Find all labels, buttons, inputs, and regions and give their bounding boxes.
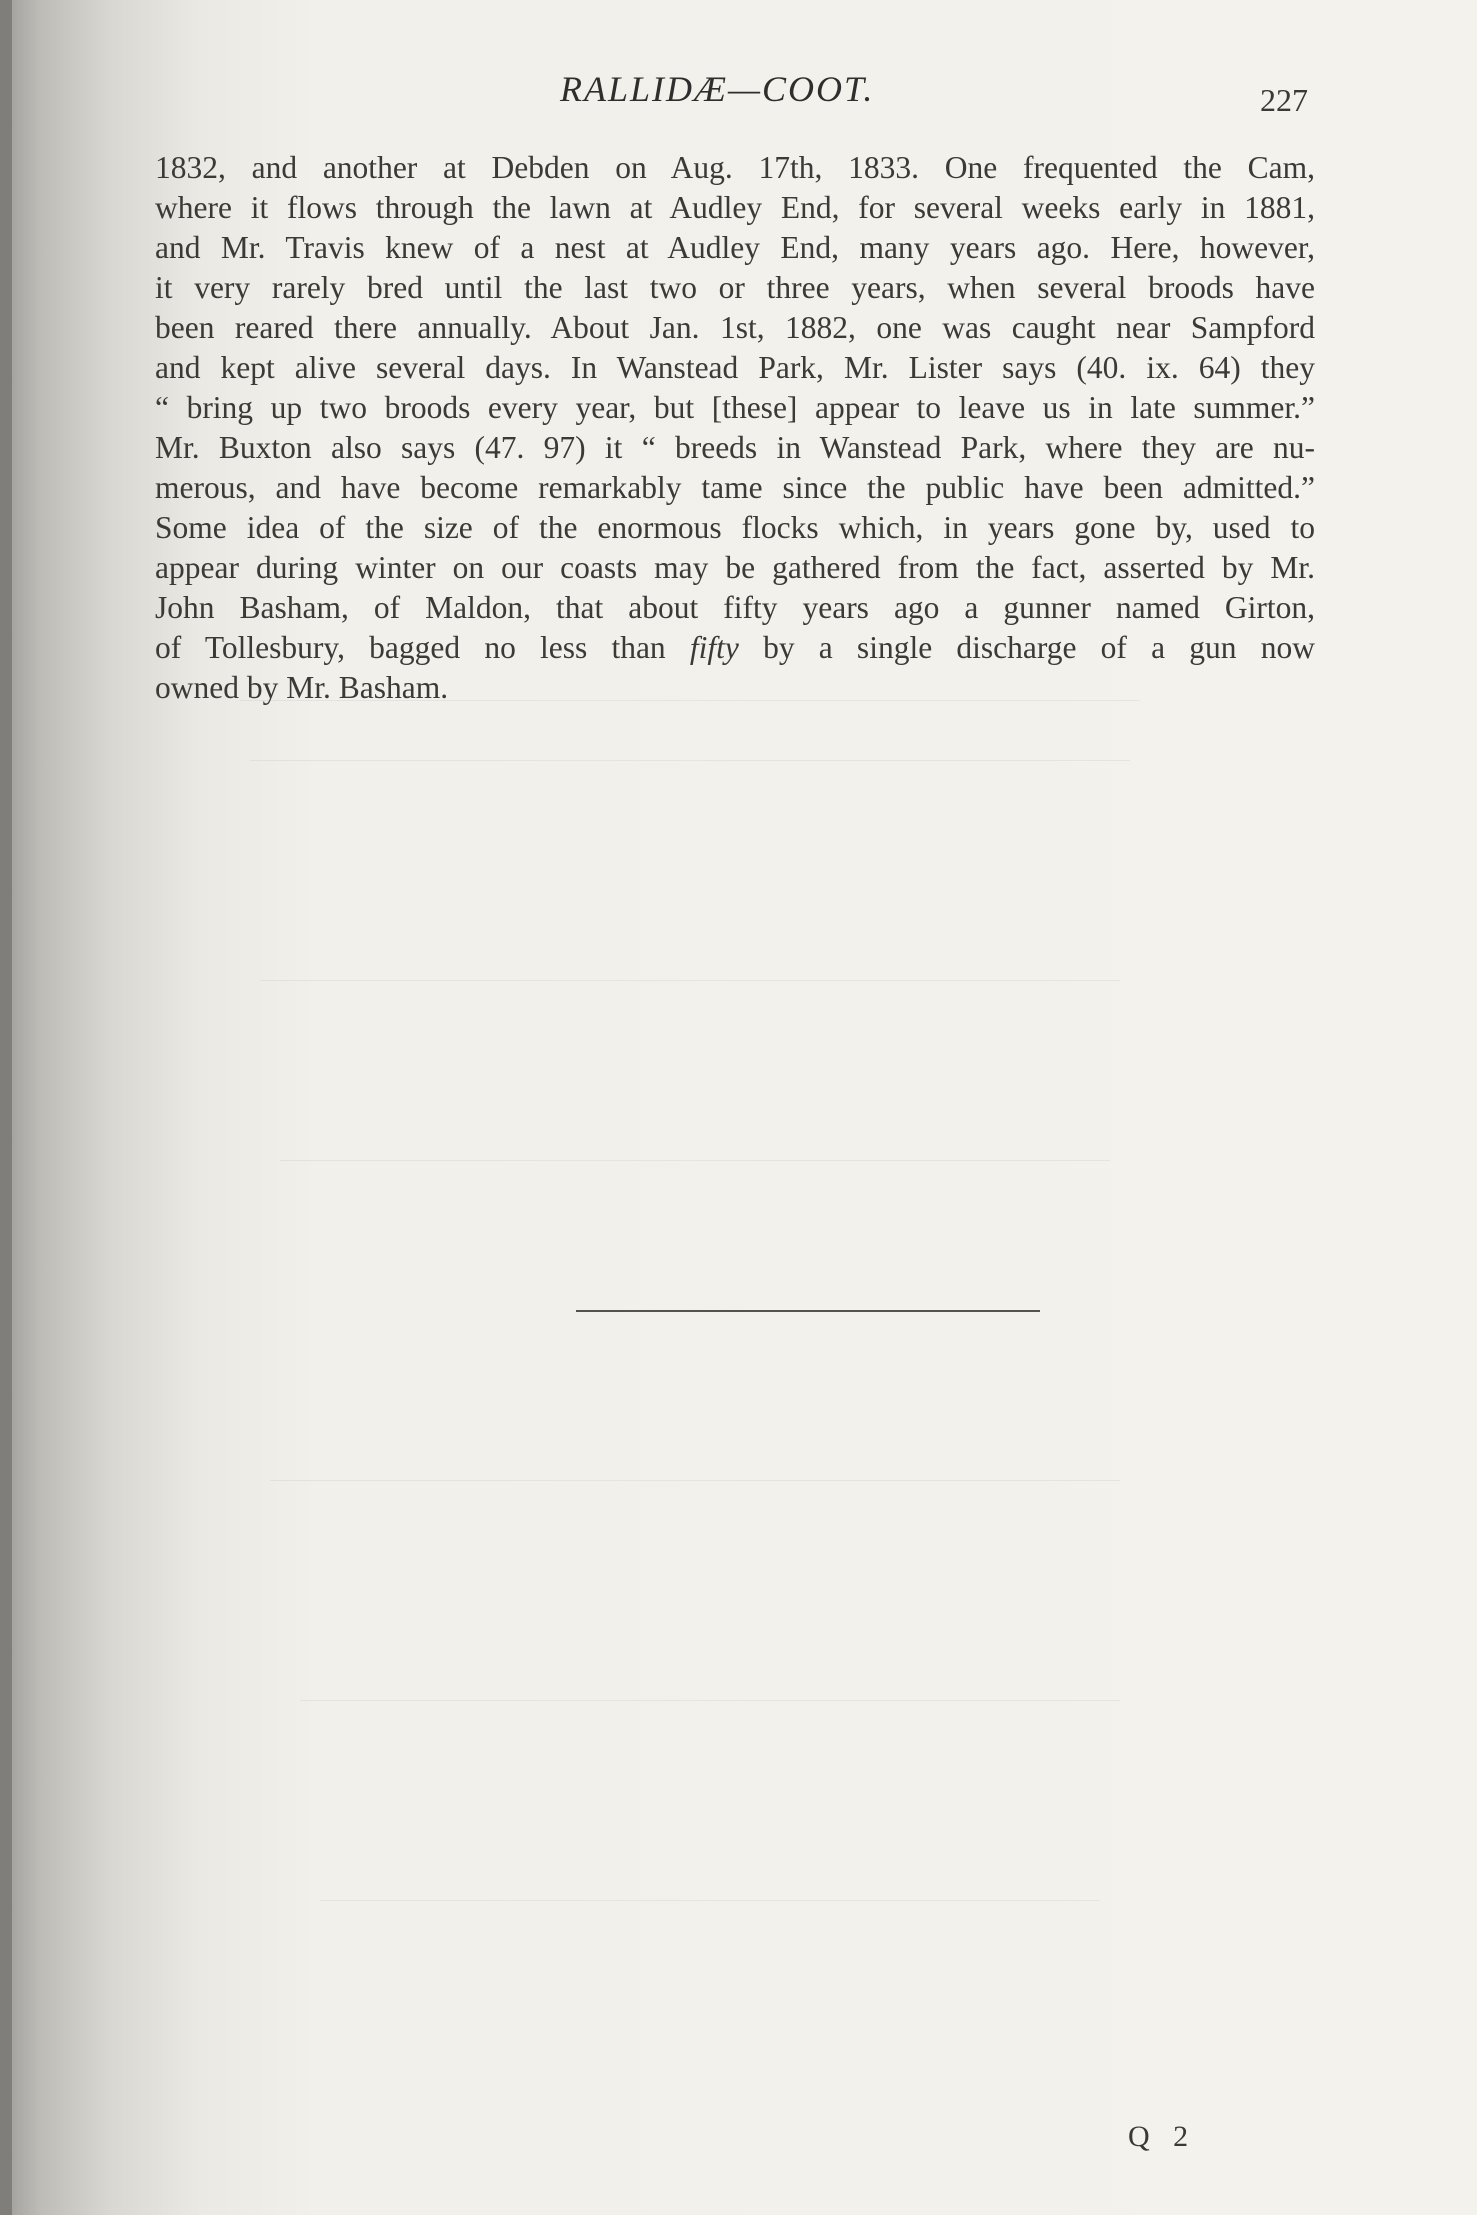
text-line: “ bring up two broods every year, but [these] appear to leave us in late summer.” (155, 390, 1315, 425)
show-through-line (320, 1900, 1100, 1901)
text-line: Some idea of the size of the enormous flocks which, in years gone by, used to (155, 510, 1315, 545)
show-through-line (250, 760, 1130, 761)
text-line: 1832, and another at Debden on Aug. 17th, 1833. One frequented the Cam, (155, 150, 1315, 185)
show-through-line (300, 1700, 1120, 1701)
text-line: merous, and have become remarkably tame since the public have been admitted.” (155, 470, 1315, 505)
text-line: appear during winter on our coasts may be gathered from the fact, asserted by Mr. (155, 550, 1315, 585)
page-number: 227 (1260, 82, 1308, 118)
signature-mark: Q 2 (1128, 2120, 1197, 2153)
text-line: John Basham, of Maldon, that about fifty years ago a gunner named Girton, (155, 590, 1315, 625)
text-line: and Mr. Travis knew of a nest at Audley End, many years ago. Here, however, (155, 230, 1315, 265)
text-line: owned by Mr. Basham. (155, 670, 449, 705)
show-through-line (260, 980, 1120, 981)
body-paragraph (155, 148, 1315, 708)
text-line: Mr. Buxton also says (47. 97) it “ breeds in Wanstead Park, where they are nu- (155, 430, 1315, 465)
section-divider-rule (576, 1310, 1040, 1312)
text-line: it very rarely bred until the last two or three years, when several broods have (155, 270, 1315, 305)
page-header (0, 68, 1477, 128)
text-line: and kept alive several days. In Wanstead Park, Mr. Lister says (40. ix. 64) they (155, 350, 1315, 385)
running-title: RALLIDÆ—COOT. (560, 69, 875, 109)
text-line: been reared there annually. About Jan. 1st, 1882, one was caught near Sampford (155, 310, 1315, 345)
show-through-line (270, 1480, 1120, 1481)
page-gutter-shadow (0, 0, 12, 2215)
text-line: of Tollesbury, bagged no less than fifty by a single discharge of a gun now (155, 630, 1315, 665)
text-line: where it flows through the lawn at Audley End, for several weeks early in 1881, (155, 190, 1315, 225)
show-through-line (280, 1160, 1110, 1161)
emphasized-word: fifty (689, 630, 739, 665)
